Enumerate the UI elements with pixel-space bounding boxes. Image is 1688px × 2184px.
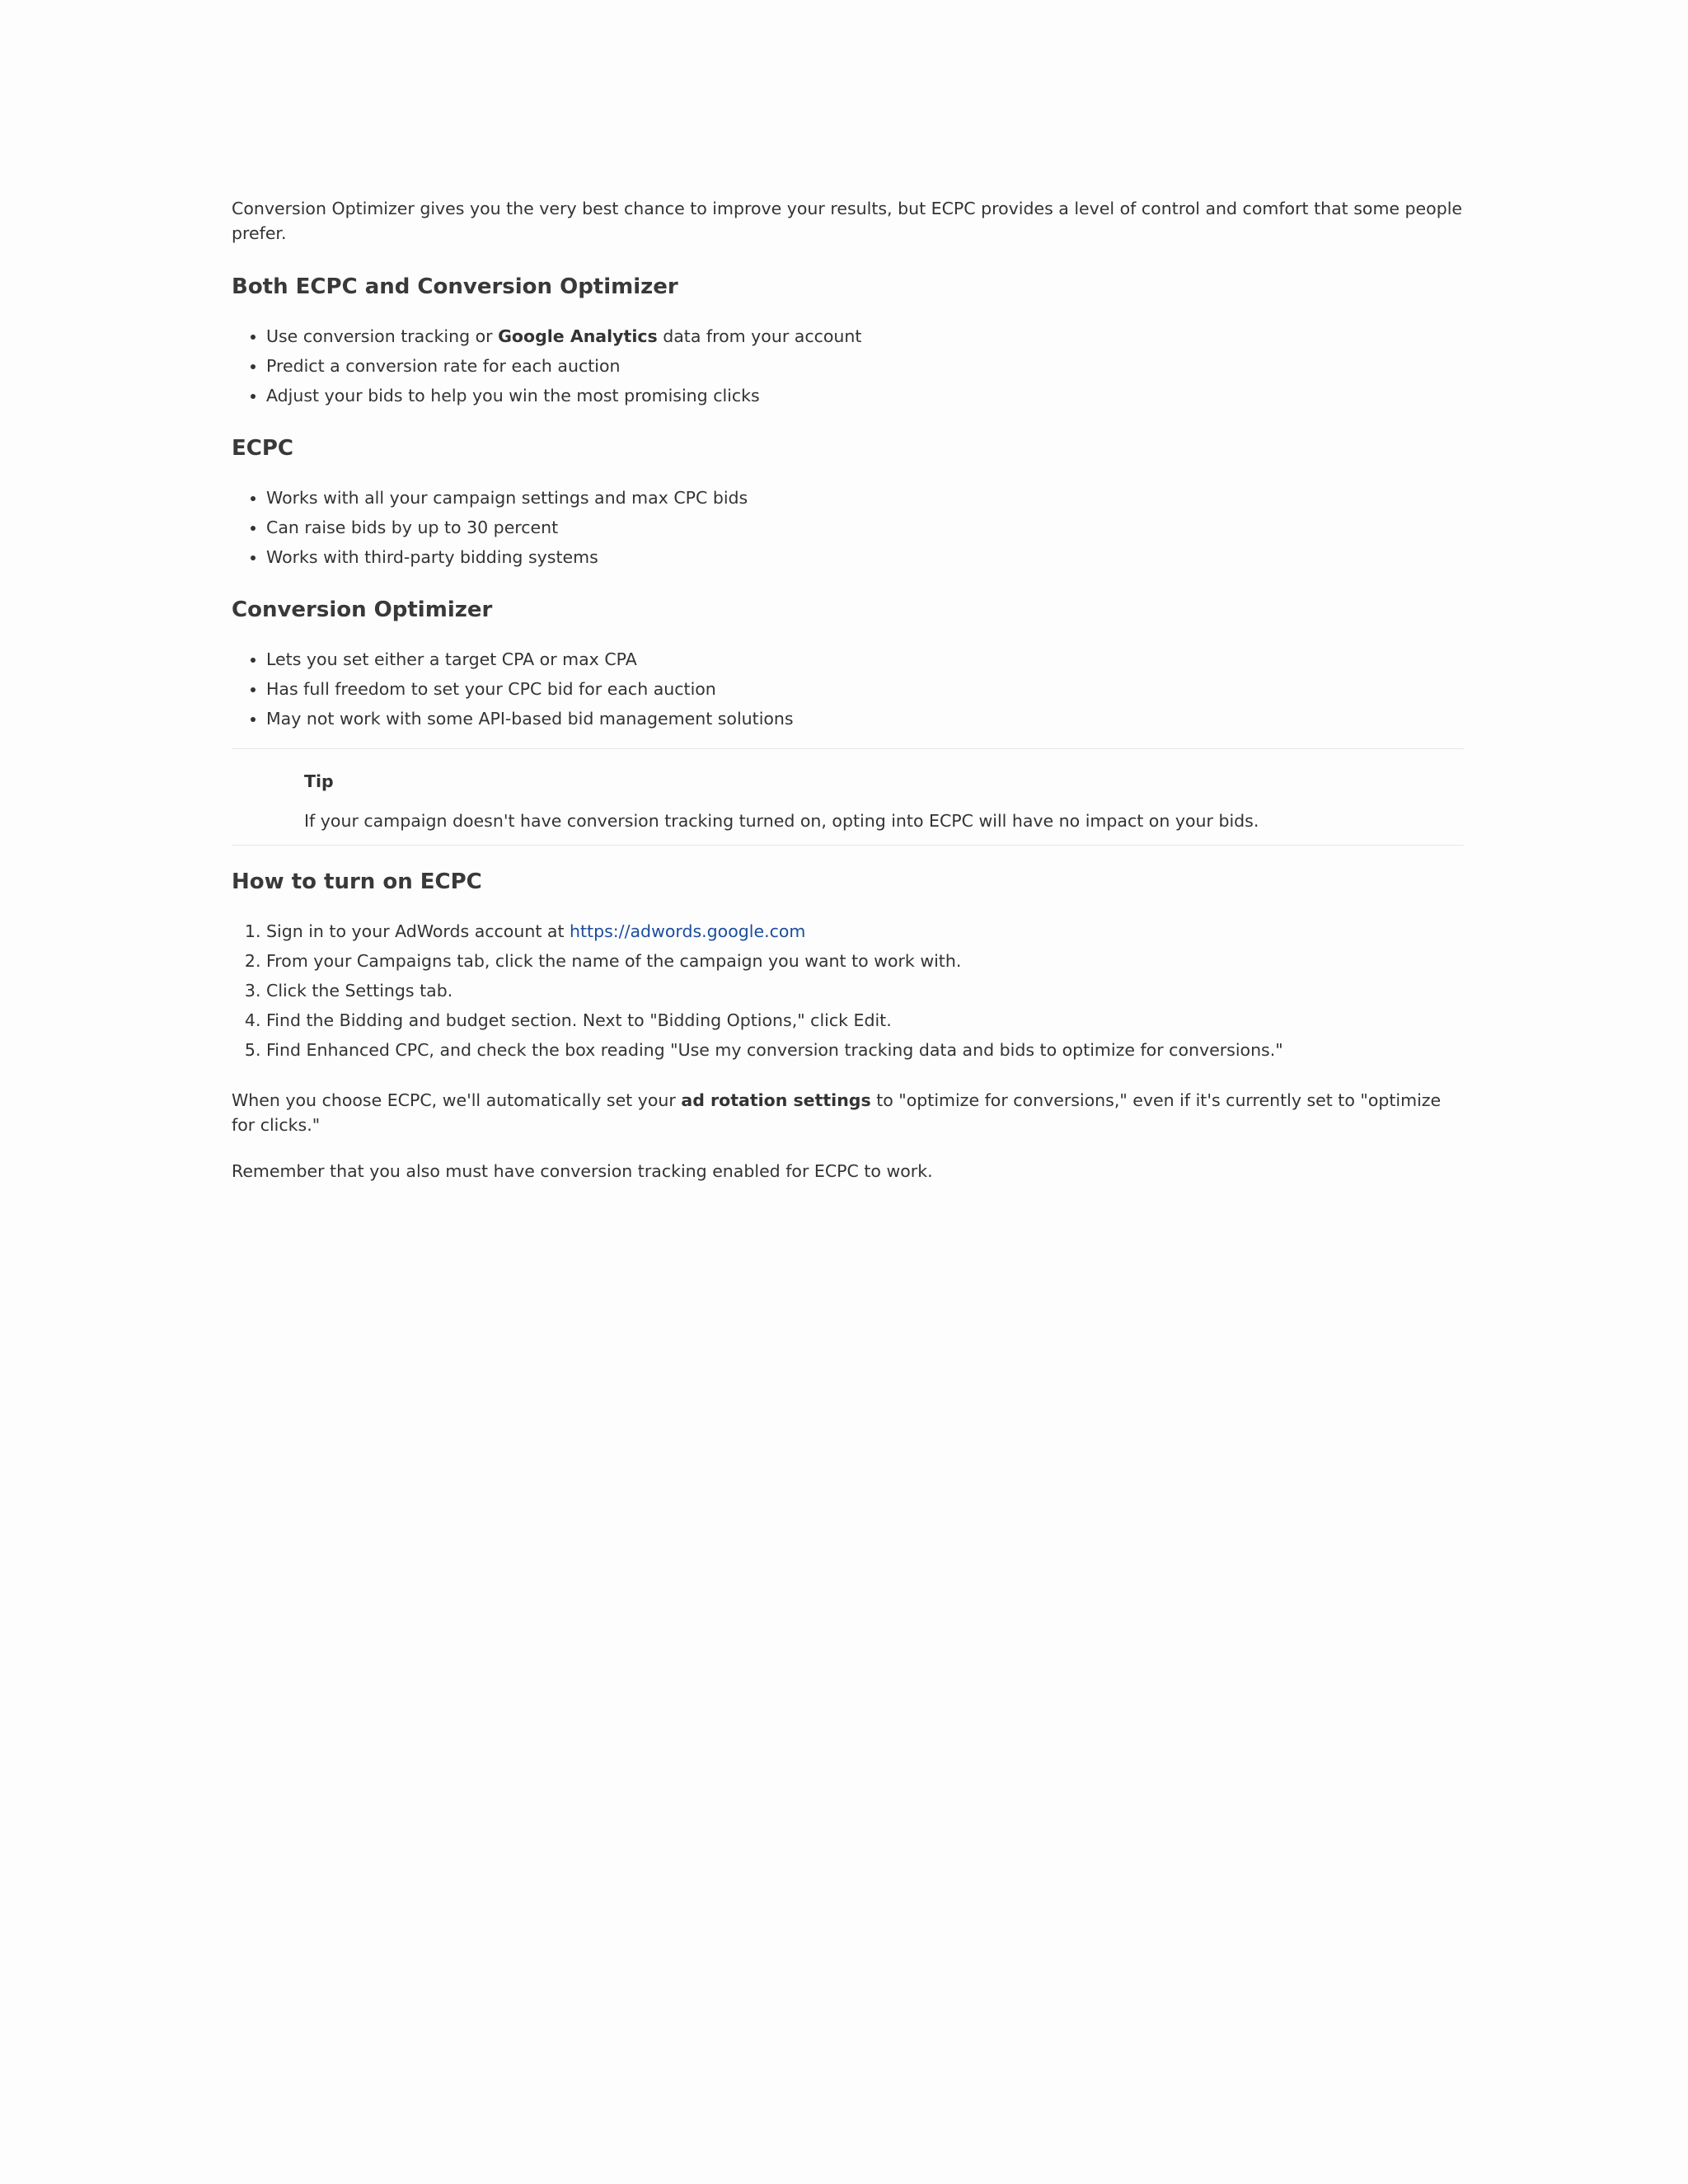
list-both [232,321,1464,410]
step-item: 5. Find Enhanced CPC, and check the box reading "Use my conversion tracking data and bids to optimize for conversions." [266,1035,1464,1065]
list-conversion-optimizer [232,644,1464,733]
list-item: • Lets you set either a target CPA or max CPA [266,644,1464,674]
step-item: 3. Click the Settings tab. [266,976,1464,1005]
list-item-text: Use conversion tracking or [266,326,499,346]
step-item: 4. Find the Bidding and budget section. Next to "Bidding Options," click Edit. [266,1005,1464,1035]
list-item [266,321,1464,351]
list-item: • Works with all your campaign settings and max CPC bids [266,483,1464,513]
step-text: Sign in to your AdWords account at [266,921,570,941]
adwords-link[interactable]: https://adwords.google.com [570,921,806,941]
list-item: • Can raise bids by up to 30 percent [266,513,1464,542]
step-item: 2. From your Campaigns tab, click the name of the campaign you want to work with. [266,946,1464,976]
rotation-text: to "optimize for conversions," even if it's currently set to "optimize for clicks." [232,1090,1442,1135]
steps-list [232,916,1464,1065]
rotation-text: When you choose ECPC, we'll automatically set your [232,1090,682,1110]
list-item: • Has full freedom to set your CPC bid for each auction [266,674,1464,704]
list-item-text: data from your account [657,326,862,346]
list-item: • May not work with some API-based bid management solutions [266,704,1464,733]
heading-how-to: How to turn on ECPC [232,869,482,894]
intro-paragraph: Conversion Optimizer gives you the very best chance to improve your results, but ECPC provides a level of control and comfort that some people prefer. [232,199,1463,243]
heading-conversion-optimizer: Conversion Optimizer [232,598,493,622]
tip-box [232,748,1464,846]
list-item: • Adjust your bids to help you win the most promising clicks [266,381,1464,410]
heading-ecpc: ECPC [232,436,293,461]
step-item [266,916,1464,946]
tip-title: Tip [304,771,334,791]
list-item: • Predict a conversion rate for each auction [266,351,1464,381]
remember-paragraph: Remember that you also must have conversion tracking enabled for ECPC to work. [232,1161,933,1181]
list-item: • Works with third-party bidding systems [266,542,1464,572]
ad-rotation-bold: ad rotation settings [681,1090,871,1110]
list-ecpc [232,483,1464,572]
google-analytics-bold: Google Analytics [498,326,658,346]
article-body [232,196,1464,1183]
rotation-paragraph [232,1088,1464,1137]
heading-both: Both ECPC and Conversion Optimizer [232,274,678,299]
tip-text: If your campaign doesn't have conversion tracking turned on, opting into ECPC will have no impact on your bids. [304,811,1259,831]
